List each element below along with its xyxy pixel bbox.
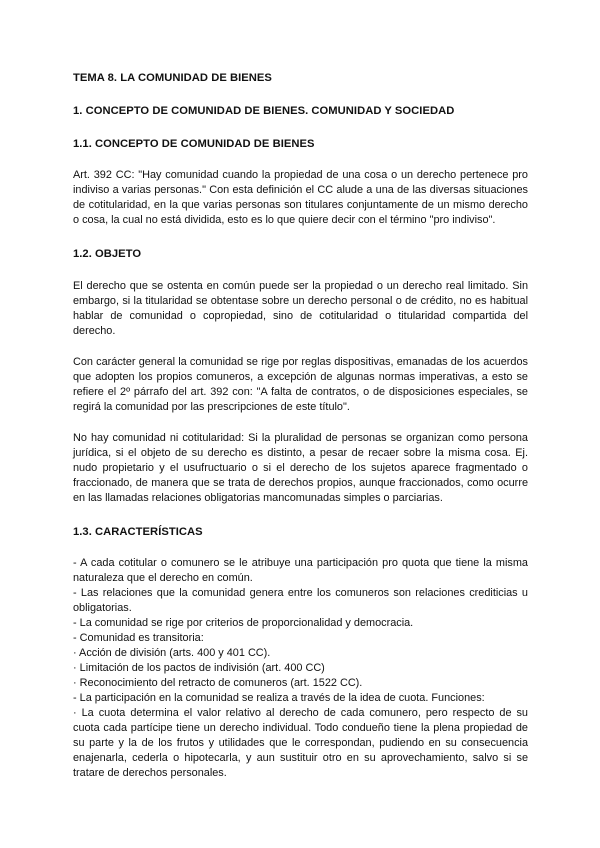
list-item: - La participación en la comunidad se realiza a través de la idea de cuota. Funciones: xyxy=(73,692,485,704)
paragraph-concept: Art. 392 CC: "Hay comunidad cuando la propiedad de una cosa o un derecho pertenece pro indiviso a varias personas." Con esta definición el CC alude a una de las diversas situaciones de cotitularidad, en la que varias personas son titulares conjuntamente de un mismo derecho o cosa, la cual no está dividida, esto es lo que quiere decir con el término "pro indiviso". xyxy=(73,169,528,226)
list-item: - Comunidad es transitoria: xyxy=(73,632,204,644)
section-heading-1-2: 1.2. OBJETO xyxy=(73,248,142,260)
list-item: · Limitación de los pactos de indivisión (art. 400 CC) xyxy=(73,662,325,674)
list-item: - La comunidad se rige por criterios de proporcionalidad y democracia. xyxy=(73,617,414,629)
characteristics-list xyxy=(73,556,528,781)
paragraph-rules: Con carácter general la comunidad se rige por reglas dispositivas, emanadas de los acuerdos que adopten los propios comuneros, a excepción de algunas normas imperativas, a esto se refiere el 2º párrafo del art. 392 con: "A falta de contratos, o de disposiciones especiales, se regirá la comunidad por las prescripciones de este título". xyxy=(73,356,528,413)
list-item: · Reconocimiento del retracto de comuneros (art. 1522 CC). xyxy=(73,677,363,689)
document-title: TEMA 8. LA COMUNIDAD DE BIENES xyxy=(73,72,272,84)
list-item: · Acción de división (arts. 400 y 401 CC). xyxy=(73,647,271,659)
list-item: - Las relaciones que la comunidad genera entre los comuneros son relaciones crediticias u obligatorias. xyxy=(73,587,528,614)
list-item: - A cada cotitular o comunero se le atribuye una participación pro quota que tiene la misma naturaleza que el derecho en común. xyxy=(73,557,528,584)
section-heading-1-3: 1.3. CARACTERÍSTICAS xyxy=(73,526,203,538)
paragraph-object: El derecho que se ostenta en común puede ser la propiedad o un derecho real limitado. Sin embargo, si la titularidad se obtentase sobre un derecho personal o de crédito, no es habitual hablar de comunidad o copropiedad, sino de cotitularidad o titularidad compartida del derecho. xyxy=(73,280,528,337)
section-heading-1-1: 1.1. CONCEPTO DE COMUNIDAD DE BIENES xyxy=(73,138,315,150)
section-heading-1: 1. CONCEPTO DE COMUNIDAD DE BIENES. COMUNIDAD Y SOCIEDAD xyxy=(73,105,455,117)
paragraph-no-community: No hay comunidad ni cotitularidad: Si la pluralidad de personas se organizan como persona jurídica, si el objeto de su derecho es distinto, a pesar de recaer sobre la misma cosa. Ej. nudo propietario y el usufructuario o si el derecho de los sujetos aparece fragmentado o fraccionado, de manera que se trata de derechos propios, aunque fraccionados, como ocurre en las llamadas relaciones obligatorias mancomunadas simples o parciarias. xyxy=(73,432,528,504)
list-item: · La cuota determina el valor relativo al derecho de cada comunero, pero respecto de su cuota cada partícipe tiene un derecho individual. Todo condueño tiene la plena propiedad de su parte y la de los frutos y utilidades que le correspondan, pudiendo en su consecuencia enajenarla, cederla o hipotecarla, y aun sustituir otro en su aprovechamiento, salvo si se tratare de derechos personales. xyxy=(73,707,528,779)
